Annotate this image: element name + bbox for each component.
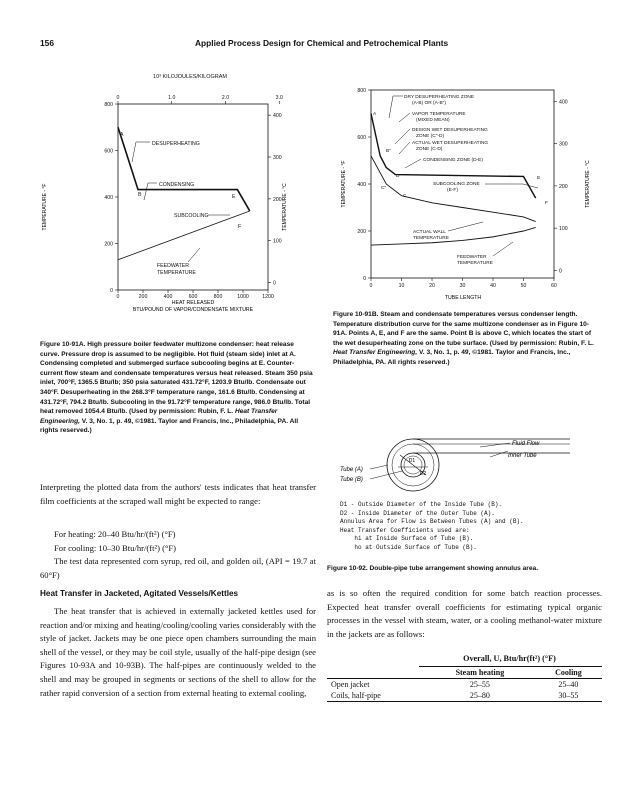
- right-tick-label: 300: [273, 155, 282, 162]
- col-cooling-heading: Cooling: [535, 667, 602, 679]
- b-right-tick-label: 0: [559, 268, 562, 275]
- pt-b: B": [386, 149, 391, 154]
- table-title: Overall, U, Btu/hr(ft²) (°F): [463, 654, 556, 663]
- section-title: Heat Transfer in Jacketed, Agitated Vessels/Kettles: [40, 589, 239, 598]
- top-tick-label: 0: [116, 95, 120, 101]
- heat-release-curve: [118, 127, 250, 211]
- b-bottom-tick-label: 60: [551, 283, 557, 289]
- b-right-tick-label: 200: [559, 183, 568, 190]
- ann-actual-2: ZONE (C-D): [416, 147, 443, 152]
- tube-a-label: Tube (A): [340, 467, 363, 473]
- table-row: Open jacket 25–55 25–40: [327, 679, 602, 691]
- bottom-tick-label: 1000: [237, 294, 249, 300]
- pt-d: D: [396, 174, 400, 179]
- point-e-label: E: [232, 194, 236, 200]
- b-bottom-tick-label: 40: [490, 283, 496, 289]
- ann-dry-2: (A-B) OR (A-B"): [412, 101, 446, 106]
- figure-10-92: [340, 437, 590, 497]
- pt-e: E: [537, 176, 541, 181]
- feedwater-label-2: TEMPERATURE: [157, 270, 196, 276]
- running-title: Applied Process Design for Chemical and Petrochemical Plants: [195, 38, 449, 48]
- right-tick-label: 100: [273, 238, 282, 245]
- figure-10-91b: [333, 84, 603, 304]
- table-row: Coils, half-pipe 25–80 30–55: [327, 690, 602, 702]
- inner-tube-label: Inner Tube: [508, 453, 537, 459]
- ann-dry: DRY DESUPERHEATING ZONE: [404, 95, 475, 100]
- caption-10-91a: Figure 10-91A. High pressure boiler feedwater multizone condenser: heat release curve. Pressure drop is assumed to be negligible. Hot fluid (steam side) inlet at A. Condensing completed and submerged surface subcooling begins at E. Counter-current flow steam and condensate temperatures versus heat released. Steam 350 psia inlet, 700°F, 1365.5 Btu/lb; 350 psia saturated 431.72°F, 1203.9 Btu/lb. Condensate out 340°F. Desuperheating in the 268.3°F temperature range, 161.6 Btu/lb. Condensing at 431.72°F, 794.2 Btu/lb. Subcooling in the 91.72°F temperature range, 986.0 Btu/lb. Total heat removed 1054.4 Btu/lb. (Used by permission: Rubin, F. L. Heat Transfer Engineering, V. 3, No. 1, p. 49, ©1981. Taylor and Francis, Inc., Philadelphia, PA. All rights reserved.): [40, 341, 313, 435]
- ann-feed: FEEDWATER: [457, 255, 487, 260]
- page-number: 156: [40, 38, 54, 48]
- left-tick-label: 800: [104, 102, 113, 108]
- top-axis-title: 10³ KILOJOULES/KILOGRAM: [153, 74, 227, 80]
- b-left-axis-title: TEMPERATURE - °F: [341, 160, 347, 208]
- ann-wall-2: TEMPERATURE: [413, 236, 449, 241]
- b-right-tick-label: 300: [559, 141, 568, 148]
- b-right-tick-label: 100: [559, 226, 568, 233]
- ann-subcooling-2: (E-F): [447, 188, 458, 193]
- b-right-tick-label: 400: [559, 99, 568, 106]
- col-steam-heading: Steam heating: [425, 667, 535, 679]
- top-tick-label: 1.0: [168, 95, 176, 101]
- subcooling-label: SUBCOOLING: [174, 213, 209, 219]
- left-axis-title: TEMPERATURE - °F: [42, 183, 48, 231]
- para-test-data: The test data represented corn syrup, red oil, and golden oil, (API = 19.7 at 60°F): [40, 556, 316, 580]
- left-tick-label: 0: [110, 288, 113, 294]
- right-tick-label: 200: [273, 196, 282, 203]
- right-tick-label: 400: [273, 113, 282, 120]
- pt-f: F: [545, 201, 548, 206]
- bottom-tick-label: 800: [213, 294, 223, 300]
- bottom-tick-label: 400: [163, 294, 173, 300]
- b-left-tick-label: 200: [357, 229, 366, 235]
- ann-vapor: VAPOR TEMPERATURE: [412, 112, 466, 117]
- series-line-3: [371, 227, 536, 245]
- range-cooling: For cooling: 10–30 Btu/hr/(ft²) (°F): [54, 543, 177, 553]
- bottom-tick-label: 200: [138, 294, 148, 300]
- fluid-flow-label: Fluid Flow: [512, 441, 540, 447]
- b-bottom-tick-label: 20: [429, 283, 435, 289]
- ann-design-2: ZONE (C"-D): [416, 134, 445, 139]
- bottom-tick-label: 0: [116, 294, 120, 300]
- desuperheating-label: DESUPERHEATING: [152, 141, 200, 147]
- left-tick-label: 600: [104, 148, 113, 155]
- bottom-tick-label: 600: [188, 294, 198, 300]
- b-bottom-axis-title: TUBE LENGTH: [444, 295, 482, 301]
- b-bottom-tick-label: 10: [398, 283, 405, 289]
- para-coefficients: as is so often the required condition for some batch reaction processes. Expected heat transfer overall coefficients for estimating typical organic processes in the vessel with steam, water, or a cooling methanol-water mixture in the jackets are as follows:: [327, 588, 602, 639]
- feedwater-label: FEEDWATER: [157, 263, 189, 269]
- coefficient-table: [327, 654, 602, 702]
- caption-10-91b: Figure 10-91B. Steam and condensate temperatures versus condenser length. Temperature distribution curve for the same multizone condenser as in Figure 10-91A. Points A, E, and F are the same. Point B is above C, which locates the start of the wet desuperheating zone on the tube surface. (Used by permission: Rubin, F. L. Heat Transfer Engineering, V. 3, No. 1, p. 49, ©1981. Taylor and Francis, Inc., Philadelphia, PA. All rights reserved.): [333, 311, 594, 366]
- b-bottom-tick-label: 50: [520, 283, 527, 289]
- tube-b-label: Tube (B): [340, 477, 363, 483]
- point-f-label: F: [238, 224, 242, 230]
- left-tick-label: 200: [104, 241, 113, 248]
- right-tick-label: 0: [273, 280, 276, 287]
- bottom-axis-title: HEAT RELEASED: [171, 300, 215, 306]
- figure-10-92-legend: D1 - Outside Diameter of the Inside Tube (B). D2 - Inside Diameter of the Outer Tube (A). Annulus Area for Flow is Between Tubes (A) and (B). Heat Transfer Coefficients used are: hi at Inside Surface of Tube (B). ho at Outside Surface of Tube (B).: [340, 501, 524, 551]
- b-left-tick-label: 600: [357, 135, 366, 141]
- bottom-tick-label: 1200: [262, 294, 274, 300]
- pt-c2: C": [381, 186, 387, 191]
- ann-wall: ACTUAL WALL: [413, 230, 446, 235]
- ann-actual: ACTUAL WET DESUPERHEATING: [412, 141, 489, 146]
- top-tick-label: 3.0: [275, 95, 283, 101]
- b-left-tick-label: 0: [363, 276, 366, 282]
- top-tick-label: 2.0: [221, 95, 230, 101]
- point-b-label: B: [138, 192, 142, 198]
- para-interpreting: Interpreting the plotted data from the authors' tests indicates that heat transfer film coefficients at the scraped wall might be expected to range:: [40, 482, 316, 506]
- b-right-axis-title: TEMPERATURE - °C: [585, 160, 591, 208]
- figure-10-91a: [40, 52, 322, 334]
- para-jacketed: The heat transfer that is achieved in externally jacketed kettles used for reaction and/or mixing and heating/cooling/cooling varies considerably with the style of jacket. Jackets may be one piece open chambers surrounding the main shell of the vessel, or they may be coil style, usually of the half-pipe design (see Figures 10-93A and 10-93B). The half-pipes are continuously welded to the shell and may be grouped in segments or sections of the shell to allow for the rather rapid conversion of a section from external heating to external cooling,: [40, 606, 316, 698]
- condensing-label: CONDENSING: [159, 182, 195, 188]
- ann-feed-2: TEMPERATURE: [457, 261, 493, 266]
- ann-subcooling: SUBCOOLING ZONE: [433, 182, 480, 187]
- b-left-tick-label: 400: [357, 182, 366, 188]
- d1-label: D1: [408, 458, 416, 464]
- range-heating: For heating: 20–40 Btu/hr/(ft²) (°F): [54, 529, 176, 539]
- pt-a: A: [373, 112, 377, 117]
- caption-10-92: Figure 10-92. Double-pipe tube arrangement showing annulus area.: [327, 565, 539, 572]
- ann-design: DESIGN WET DESUPERHEATING: [412, 128, 488, 133]
- d2-label: D2: [419, 471, 427, 477]
- right-axis-title: TEMPERATURE - °C: [282, 183, 288, 231]
- bottom-axis-title-2: BTU/POUND OF VAPOR/CONDENSATE MIXTURE: [132, 307, 254, 313]
- b-bottom-tick-label: 30: [459, 283, 466, 289]
- b-left-tick-label: 800: [357, 88, 366, 94]
- ann-vapor-2: (MIXED MEAN): [416, 118, 450, 123]
- pt-c: C: [403, 194, 407, 199]
- ann-condensing: CONDENSING ZONE (D-E): [423, 158, 483, 163]
- b-bottom-tick-label: 0: [369, 283, 373, 289]
- left-tick-label: 400: [104, 195, 113, 201]
- point-a-label: A: [120, 132, 124, 138]
